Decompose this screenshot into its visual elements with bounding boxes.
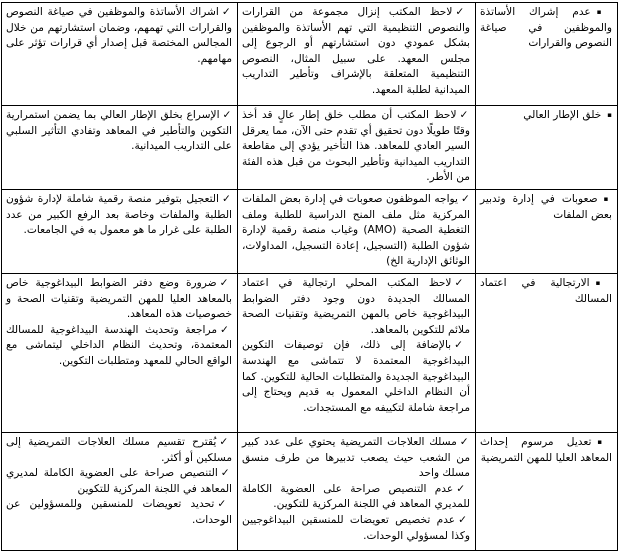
check-mark-icon: ✓ — [459, 435, 470, 448]
check-mark-icon: ✓ — [454, 339, 470, 352]
recommendation-text: ضرورة وضع دفتر الضوابط البيداغوجية خاص بالمعاهد العليا للمهن التمريضية وتقنيات الصحة و خصوصيات هذه المعاهد. — [6, 276, 232, 321]
check-mark-icon: ✓ — [456, 482, 470, 495]
table-row — [2, 3, 618, 106]
check-mark-icon: ✓ — [221, 192, 232, 205]
square-bullet-icon: ▪ — [607, 111, 612, 119]
topic-cell — [476, 189, 618, 273]
check-mark-icon: ✓ — [219, 276, 232, 289]
observation-cell — [238, 273, 476, 432]
recommendation-cell — [2, 189, 238, 273]
recommendation-text: مراجعة وتحديث الهندسة البيداغوجية للمسالك المعتمدة، وتحديث النظام الداخلي ليتماشى مع الواقع الحالي للمعهد ومتطلبات التكوين. — [6, 323, 232, 367]
check-mark-icon: ✓ — [217, 498, 232, 511]
observation-text: يواجه الموظفون صعوبات في إدارة بعض الملفات المركزية مثل ملف المنح الدراسية للطلبة وملف التغطية الصحية (AMO) وغياب منصة رقمية لإدارة شؤون الطلبة (التسجيل، إعادة التسجيل، المداولات، الوثائق الإدارية الخ) — [242, 192, 470, 268]
topic-text: عدم إشراك الأساتذة والموظفين في صياغة النصوص والقرارات — [480, 6, 612, 50]
square-bullet-icon: ▪ — [595, 278, 612, 287]
topic-cell — [476, 432, 618, 550]
observation-text: لاحظ المكتب إنزال مجموعة من القرارات والنصوص التنظيمية التي تهم الأساتذة والموظفين بشكل عمودي دون استشارتهم أو الرجوع إلى مجلس المعهد. على سبيل المثال، النصوص التنظيمية المتعلقة بالإشراف وتأطير التداريب الميدانية لطلبة المعهد. — [242, 6, 470, 96]
topic-text: الارتجالية في اعتماد المسالك — [480, 276, 612, 305]
table-row — [2, 189, 618, 273]
check-mark-icon: ✓ — [222, 109, 232, 121]
recommendation-text: الإسراع بخلق الإطار العالي بما يضمن استمرارية التكوين والتأطير في المعاهد وتفادي التأثير السلبي على التداريب الميدانية. — [6, 109, 232, 153]
check-mark-icon: ✓ — [458, 513, 470, 526]
table-row — [2, 106, 618, 190]
topic-cell — [476, 3, 618, 106]
observation-text: عدم التنصيص صراحة على العضوية الكاملة للمديري المعاهد في اللجنة المركزية للتكوين. — [242, 482, 470, 511]
square-bullet-icon: ▪ — [603, 194, 612, 203]
observation-text: لاحظ المكتب المحلي ارتجالية في اعتماد المسالك الجديدة دون وجود دفتر الضوابط البيداغوجية خاص بالمهن التمريضية وتقنيات الصحة ملائم للتكوين بالمعاهد. — [242, 276, 470, 336]
check-mark-icon: ✓ — [219, 435, 232, 448]
topic-cell — [476, 106, 618, 190]
recommendation-text: اشراك الأساتذة والموظفين في صياغة النصوص والقرارات التي تهمهم، وضمان استشارتهم من خلال المجالس المختصة قبل إصدار أي قرارات تؤثر على مهامهم. — [6, 6, 232, 65]
table-row — [2, 432, 618, 550]
recommendation-text: التنصيص صراحة على العضوية الكاملة لمديري المعاهد في اللجنة المركزية للتكوين — [6, 467, 232, 495]
check-mark-icon: ✓ — [220, 323, 232, 336]
recommendation-cell — [2, 3, 238, 106]
recommendation-cell — [2, 106, 238, 190]
observation-cell — [238, 432, 476, 550]
topic-text: خلق الإطار العالي — [523, 109, 602, 121]
recommendation-cell — [2, 432, 238, 550]
observation-cell — [238, 189, 476, 273]
topic-cell — [476, 273, 618, 432]
recommendation-text: تحديد تعويضات للمنسقين وللمسؤولين عن الوحدات. — [6, 498, 232, 526]
check-mark-icon: ✓ — [460, 192, 470, 205]
square-bullet-icon: ▪ — [596, 8, 612, 16]
check-mark-icon: ✓ — [459, 109, 470, 121]
findings-table — [1, 2, 618, 551]
recommendation-text: يُقترح تقسيم مسلك العلاجات التمريضية إلى مسلكين أو أكثر. — [6, 435, 232, 464]
observation-text: بالإضافة إلى ذلك، فإن توصيفات التكوين البيداغوجية المعتمدة لا تتماشى مع الهندسة البيداغوجية الجديدة والمتطلبات الحالية للتكوين. كما أن النظام الداخلي المعمول به قديم ويحتاج إلى مراجعة شاملة لتكييفه مع المستجدات. — [242, 339, 470, 414]
check-mark-icon: ✓ — [221, 6, 232, 18]
observation-cell — [238, 3, 476, 106]
check-mark-icon: ✓ — [455, 6, 470, 18]
table-row — [2, 273, 618, 432]
observation-cell — [238, 106, 476, 190]
observation-text: عدم تخصيص تعويضات للمنسقين البيداغوجيين وكذا لمسؤولي الوحدات. — [242, 513, 470, 542]
check-mark-icon: ✓ — [220, 467, 232, 480]
recommendation-text: التعجيل بتوفير منصة رقمية شاملة لإدارة شؤون الطلبة والملفات وخاصة بعد الرفع الكبير من عدد الطلبة على غرار ما هو معمول به في الجامعات. — [6, 192, 232, 237]
observation-text: مسلك العلاجات التمريضية يحتوي على عدد كبير من الشعب حيث يصعب تدبيرها من طرف منسق مسلك واحد — [242, 435, 470, 480]
check-mark-icon: ✓ — [454, 276, 470, 289]
square-bullet-icon: ▪ — [597, 437, 612, 446]
topic-text: صعوبات في إدارة وتدبير بعض الملفات — [480, 192, 612, 221]
recommendation-cell — [2, 273, 238, 432]
topic-text: تعديل مرسوم إحداث المعاهد العليا للمهن التمريضية — [480, 435, 612, 464]
observation-text: لاحظ المكتب أن مطلب خلق إطار عالٍ قد أخذ وقتًا طويلًا دون تحقيق أي تقدم حتى الآن، مما يعرقل السير العادي للمعاهد. هذا التأخير يؤدي إلى مقاطعة التداريب الميدانية وتأطير البحوث من قبل هذه الفئة من الأطر. — [242, 109, 470, 184]
